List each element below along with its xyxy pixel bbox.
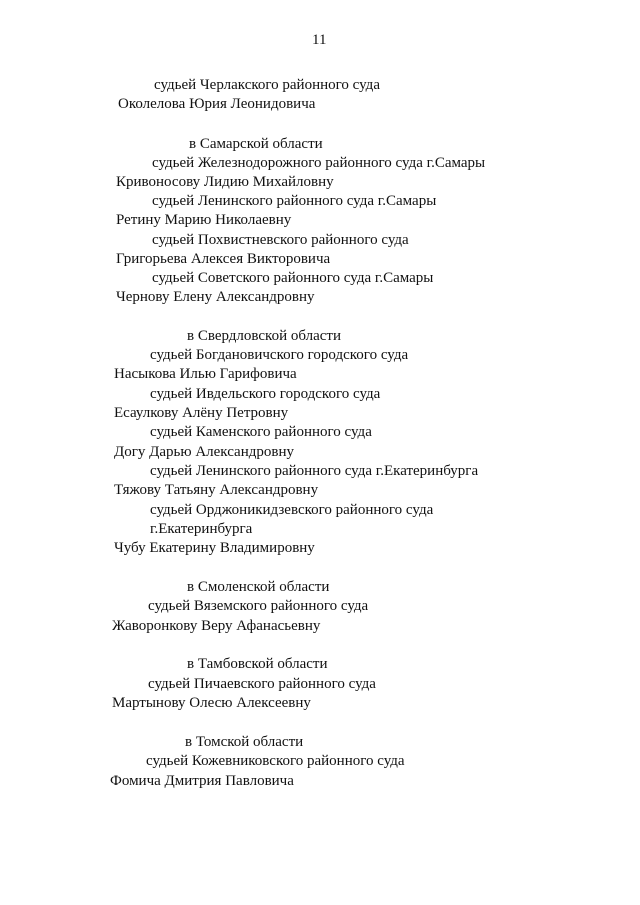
position-line: судьей Железнодорожного районного суда г.Самары (152, 155, 486, 171)
position-line-continued: г.Екатеринбурга (150, 521, 253, 537)
region-heading-samara: в Самарской области (189, 136, 323, 152)
position-line: судьей Вяземского районного суда (148, 598, 369, 614)
person-name: Чубу Екатерину Владимировну (114, 540, 315, 556)
person-name: Григорьева Алексея Викторовича (116, 251, 331, 267)
person-name: Фомича Дмитрия Павловича (110, 773, 294, 789)
position-line: судьей Похвистневского районного суда (152, 232, 409, 248)
person-name: Догу Дарью Александровну (114, 444, 294, 460)
person-name: Жаворонкову Веру Афанасьевну (112, 618, 321, 634)
position-line: судьей Черлакского районного суда (154, 77, 380, 93)
position-line: судьей Богдановичского городского суда (150, 347, 409, 363)
person-name: Насыкова Илью Гарифовича (114, 366, 297, 382)
position-line: судьей Орджоникидзевского районного суда (150, 502, 434, 518)
person-name: Ретину Марию Николаевну (116, 212, 292, 228)
region-heading-smolensk: в Смоленской области (187, 579, 330, 595)
person-name: Кривоносову Лидию Михайловну (116, 174, 334, 190)
person-name: Есаулкову Алёну Петровну (114, 405, 289, 421)
page-number: 11 (312, 32, 327, 48)
person-name: Мартынову Олесю Алексеевну (112, 695, 311, 711)
position-line: судьей Каменского районного суда (150, 424, 372, 440)
person-name: Тяжову Татьяну Александровну (114, 482, 319, 498)
region-heading-tambov: в Тамбовской области (187, 656, 328, 672)
position-line: судьей Ленинского районного суда г.Екатеринбурга (150, 463, 479, 479)
position-line: судьей Ленинского районного суда г.Самары (152, 193, 437, 209)
region-heading-tomsk: в Томской области (185, 734, 304, 750)
position-line: судьей Советского районного суда г.Самары (152, 270, 434, 286)
position-line: судьей Пичаевского районного суда (148, 676, 376, 692)
person-name: Чернову Елену Александровну (116, 289, 315, 305)
position-line: судьей Кожевниковского районного суда (146, 753, 405, 769)
person-name: Околелова Юрия Леонидовича (118, 96, 316, 112)
position-line: судьей Ивдельского городского суда (150, 386, 381, 402)
region-heading-sverdlovsk: в Свердловской области (187, 328, 342, 344)
